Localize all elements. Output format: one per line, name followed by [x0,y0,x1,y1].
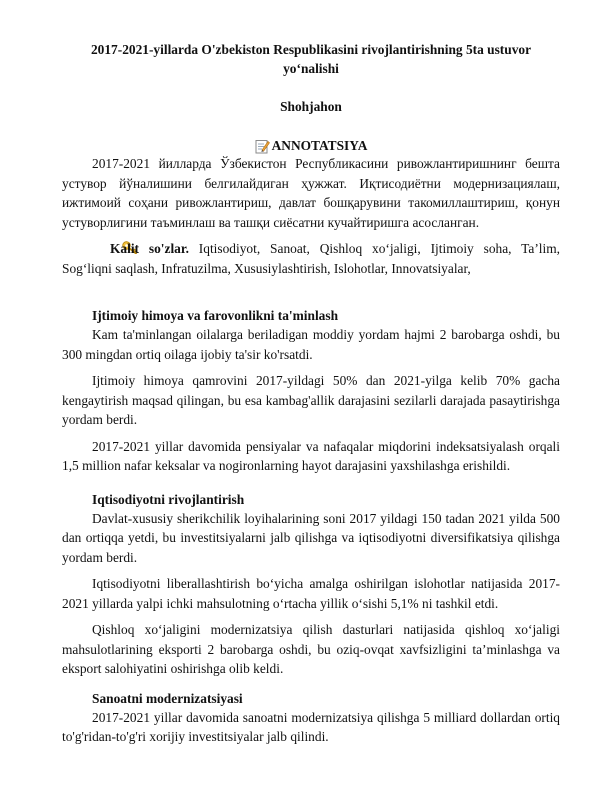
section-paragraph: Qishloq xo‘jaligini modernizatsiya qilish dasturlari natijasida qishloq xo‘jaligi mahsulotlarining eksporti 2 barobarga oshdi, bu oziq-ovqat xavfsizligini ta’minlashga va eksport salohiyatini oshirishga olib keldi. [62,622,560,676]
section-paragraph: Iqtisodiyotni liberallashtirish bo‘yicha amalga oshirilgan islohotlar natijasida 2017-2021 yillarda yalpi ichki mahsulotning o‘rtacha yillik o‘sishi 5,1% ni tashkil etdi. [62,576,560,611]
section-paragraph: Ijtimoiy himoya qamrovini 2017-yildagi 50% dan 2021-yilga kelib 70% gacha kengaytirish maqsad qilingan, bu esa kambag'allik darajasini sezilarli darajada pasaytirishga yordam berdi. [62,373,560,427]
annotation-heading [62,138,560,154]
document-title: 2017-2021-yillarda O'zbekiston Respublikasini rivojlantirishning 5ta ustuvor yo‘nalishi [90,42,532,76]
keywords-label: Kalit so'zlar. [110,241,189,256]
keywords-paragraph [62,239,560,278]
section-paragraph: 2017-2021 yillar davomida pensiyalar va nafaqalar miqdorini indeksatsiyalash orqali 1,5 million nafar keksalar va nogironlarning hayot darajasini yaxshilashga erishildi. [62,438,560,473]
annotation-heading-text: ANNOTATSIYA [271,138,368,153]
section-heading-economy: Iqtisodiyotni rivojlantirish [92,491,245,507]
memo-icon [255,139,270,154]
section-paragraph: 2017-2021 yillar davomida sanoatni modernizatsiya qilishga 5 milliard dollardan ortiq to'g'ridan-to'g'ri xorijiy investitsiyalar jalb qilindi. [62,709,560,744]
section-heading-social: Ijtimoiy himoya va farovonlikni ta'minlash [92,308,339,323]
key-icon [92,240,108,253]
section-paragraph: Kam ta'minlangan oilalarga beriladigan moddiy yordam hajmi 2 barobarga oshdi, bu 300 mingdan ortiq oilaga ijobiy ta'sir ko'rsatdi. [62,327,560,362]
section-paragraph: Davlat-xususiy sherikchilik loyihalarining soni 2017 yildagi 150 tadan 2021 yilda 500 dan ortiqqa yetdi, bu investitsiyalarni jalb qilishga va iqtisodiyotni diversifikatsiya qilishga yordam berdi. [62,510,560,565]
section-heading-industry: Sanoatni modernizatsiyasi [92,690,243,706]
keywords-text: Iqtisodiyot, Sanoat, Qishloq xo‘jaligi, Ijtimoiy soha, Ta’lim, Sog‘liqni saqlash, Infratuzilma, Xususiylashtirish, Islohotlar, Innovatsiyalar, [62,241,560,276]
annotation-text: 2017-2021 йилларда Ўзбекистон Республикасини ривожлантиришнинг бешта устувор йўналишини белгилайдиган ҳужжат. Иқтисодиётни модернизациялаш, ижтимоий соҳани ривожлантириш, давлат бошқарувини такомиллаштириш, қонун устуворлигини таъминлаш ва ташқи сиёсатни кучайтиришга асосланган. [62,156,560,230]
author-name: Shohjahon [280,99,342,114]
